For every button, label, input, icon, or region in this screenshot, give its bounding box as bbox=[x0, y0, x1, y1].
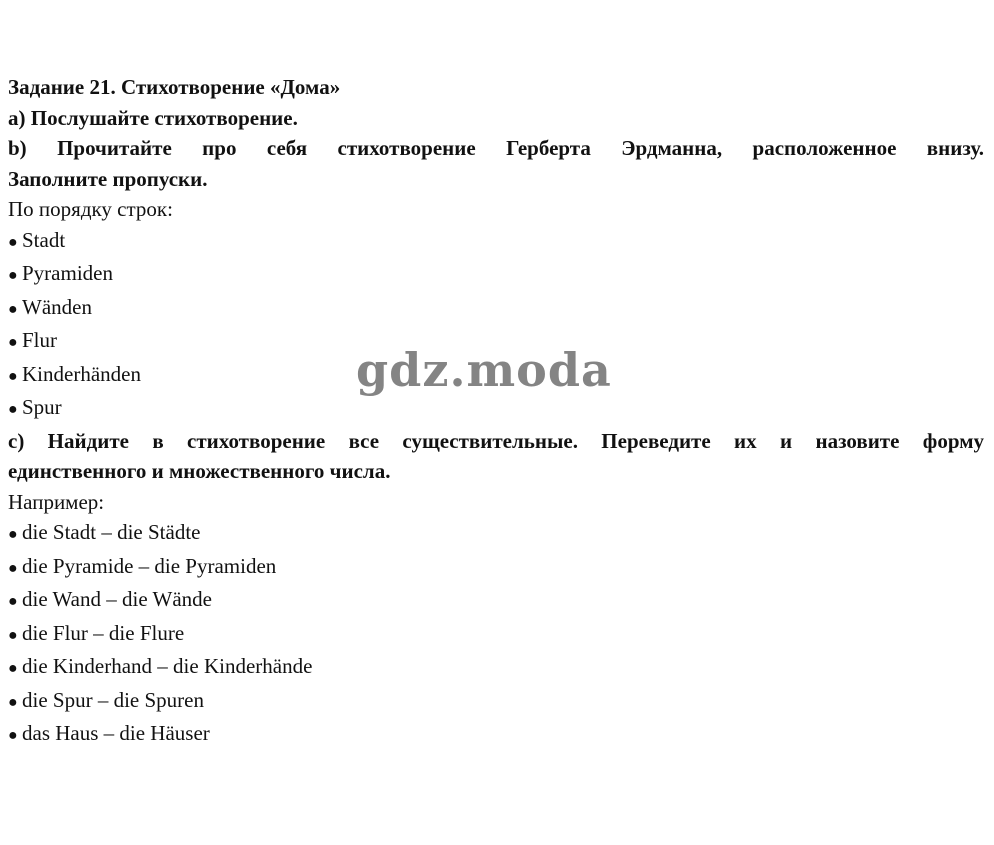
bullet-icon: ● bbox=[8, 334, 18, 351]
order-list-item bbox=[8, 392, 984, 426]
order-list-item bbox=[8, 359, 984, 393]
order-item-text: Stadt bbox=[22, 227, 66, 252]
bullet-icon: ● bbox=[8, 367, 18, 385]
order-intro: По порядку строк: bbox=[8, 197, 173, 221]
example-item-text: die Spur – die Spuren bbox=[22, 687, 204, 712]
example-list-item bbox=[8, 685, 984, 719]
example-list-item bbox=[8, 517, 984, 551]
order-list-item bbox=[8, 225, 984, 259]
bullet-icon: ● bbox=[8, 693, 18, 711]
bullet-icon: ● bbox=[8, 593, 18, 610]
bullet-icon: ● bbox=[8, 267, 18, 284]
order-list-item bbox=[8, 292, 984, 326]
order-list-item bbox=[8, 325, 984, 359]
example-list-item bbox=[8, 718, 984, 752]
part-b-instruction-line1: b) Прочитайте про себя стихотворение Герберта Эрдманна, расположенное внизу. bbox=[8, 136, 984, 160]
example-list-item bbox=[8, 618, 984, 652]
example-list-item bbox=[8, 651, 984, 685]
example-list-item bbox=[8, 551, 984, 585]
bullet-icon: ● bbox=[8, 526, 18, 543]
bullet-icon: ● bbox=[8, 626, 18, 644]
bullet-icon: ● bbox=[8, 233, 18, 251]
order-item-text: Wänden bbox=[22, 294, 92, 319]
example-item-text: die Wand – die Wände bbox=[22, 587, 212, 611]
bullet-icon: ● bbox=[8, 727, 18, 744]
bullet-icon: ● bbox=[8, 660, 18, 677]
order-item-text: Pyramiden bbox=[22, 261, 113, 285]
example-list-item bbox=[8, 584, 984, 618]
watermark: gdz.moda bbox=[356, 343, 612, 397]
order-item-text: Kinderhänden bbox=[22, 361, 141, 386]
order-item-text: Spur bbox=[22, 395, 62, 419]
example-item-text: die Stadt – die Städte bbox=[22, 520, 201, 544]
part-c-instruction-line2: единственного и множественного числа. bbox=[8, 459, 391, 483]
bullet-icon: ● bbox=[8, 401, 18, 418]
example-item-text: die Kinderhand – die Kinderhände bbox=[22, 654, 313, 678]
example-item-text: die Pyramide – die Pyramiden bbox=[22, 553, 277, 578]
part-c-instruction-line1: c) Найдите в стихотворение все существительные. Переведите их и назовите форму bbox=[8, 428, 984, 453]
example-list bbox=[8, 517, 984, 752]
order-list bbox=[8, 225, 984, 426]
order-list-item bbox=[8, 258, 984, 292]
part-b-instruction-line2: Заполните пропуски. bbox=[8, 166, 208, 191]
bullet-icon: ● bbox=[8, 300, 18, 318]
order-item-text: Flur bbox=[22, 328, 58, 352]
example-item-text: die Flur – die Flure bbox=[22, 620, 185, 645]
example-intro: Например: bbox=[8, 489, 105, 514]
document-body bbox=[8, 72, 984, 752]
bullet-icon: ● bbox=[8, 559, 18, 577]
example-item-text: das Haus – die Häuser bbox=[22, 721, 210, 745]
task-title: Задание 21. Стихотворение «Дома» bbox=[8, 75, 341, 99]
part-a-instruction: a) Послушайте стихотворение. bbox=[8, 105, 298, 130]
